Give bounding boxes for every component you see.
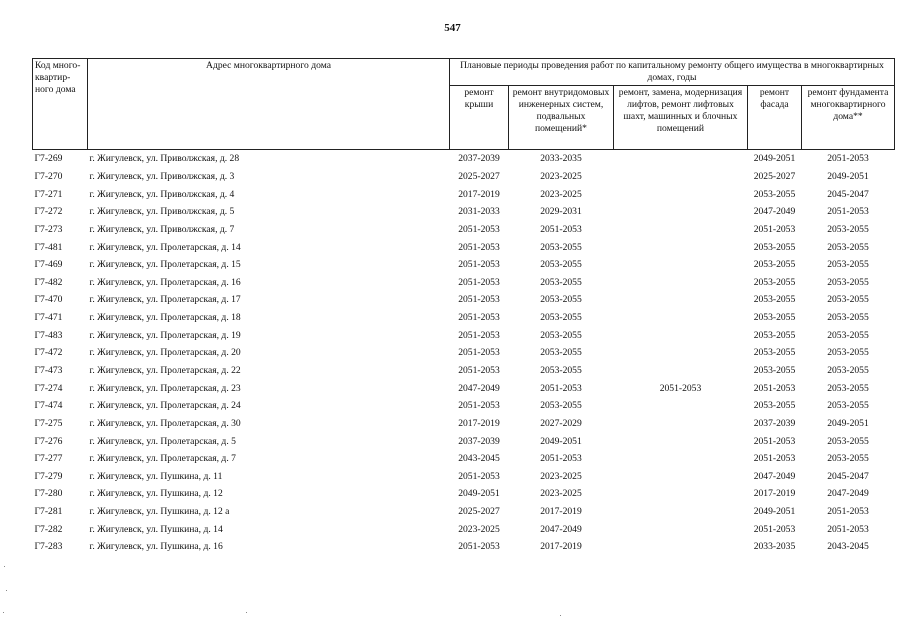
cell-address: г. Жигулевск, ул. Приволжская, д. 7 xyxy=(89,223,235,235)
cell-lifts xyxy=(614,291,748,309)
cell-engineering-systems: 2017-2019 xyxy=(540,541,582,553)
cell-lifts xyxy=(614,362,748,380)
cell-foundation: 2047-2049 xyxy=(827,488,869,500)
cell-engineering-systems: 2047-2049 xyxy=(540,523,582,535)
cell-code: Г7-473 xyxy=(34,365,63,376)
cell-engineering-systems: 2053-2055 xyxy=(540,329,582,341)
cell-address: г. Жигулевск, ул. Пролетарская, д. 15 xyxy=(89,259,241,271)
cell-lifts xyxy=(614,538,748,556)
table-row xyxy=(33,520,895,538)
cell-facade: 2047-2049 xyxy=(753,206,796,218)
scan-speck xyxy=(246,612,247,613)
cell-foundation: 2043-2045 xyxy=(827,541,869,553)
cell-roof: 2051-2053 xyxy=(458,400,500,412)
table-row xyxy=(33,397,895,415)
cell-code: Г7-482 xyxy=(34,276,63,288)
cell-address: г. Жигулевск, ул. Пушкина, д. 12 а xyxy=(89,506,230,518)
cell-roof: 2043-2045 xyxy=(458,453,500,465)
cell-foundation: 2051-2053 xyxy=(827,506,869,518)
cell-foundation: 2051-2053 xyxy=(827,206,869,218)
cell-facade: 2053-2055 xyxy=(753,294,796,306)
cell-code: Г7-274 xyxy=(34,382,63,394)
cell-facade: 2037-2039 xyxy=(753,417,796,429)
cell-lifts xyxy=(614,326,748,344)
cell-code: Г7-281 xyxy=(34,506,63,518)
cell-code: Г7-273 xyxy=(34,223,63,235)
table-header xyxy=(33,59,895,150)
table-row xyxy=(33,326,895,344)
cell-foundation: 2045-2047 xyxy=(827,470,869,482)
cell-roof: 2037-2039 xyxy=(458,435,500,447)
cell-lifts xyxy=(614,450,748,468)
cell-address: г. Жигулевск, ул. Пушкина, д. 16 xyxy=(89,541,223,553)
cell-facade: 2051-2053 xyxy=(753,453,796,465)
cell-facade: 2025-2027 xyxy=(753,170,796,182)
cell-facade: 2051-2053 xyxy=(753,382,796,394)
cell-engineering-systems: 2029-2031 xyxy=(540,206,582,218)
cell-foundation: 2053-2055 xyxy=(827,276,869,288)
cell-code: Г7-481 xyxy=(34,241,63,253)
cell-code: Г7-471 xyxy=(34,312,63,324)
cell-engineering-systems: 2033-2035 xyxy=(540,153,582,165)
cell-address: г. Жигулевск, ул. Пролетарская, д. 24 xyxy=(89,400,241,412)
cell-code: Г7-272 xyxy=(34,206,63,218)
cell-code: Г7-280 xyxy=(34,488,63,500)
cell-engineering-systems: 2051-2053 xyxy=(540,382,582,394)
cell-address: г. Жигулевск, ул. Пролетарская, д. 19 xyxy=(89,329,241,341)
table-row xyxy=(33,150,895,168)
cell-engineering-systems: 2051-2053 xyxy=(540,223,582,235)
table-row xyxy=(33,185,895,203)
table-row xyxy=(33,221,895,239)
cell-engineering-systems: 2053-2055 xyxy=(540,294,582,306)
cell-engineering-systems: 2023-2025 xyxy=(540,188,582,200)
cell-lifts xyxy=(614,168,748,186)
cell-facade: 2053-2055 xyxy=(753,259,796,271)
table-row xyxy=(33,379,895,397)
cell-foundation: 2051-2053 xyxy=(827,153,869,165)
cell-engineering-systems: 2049-2051 xyxy=(540,435,582,447)
cell-lifts xyxy=(614,150,748,168)
cell-code: Г7-282 xyxy=(34,523,63,535)
cell-foundation: 2049-2051 xyxy=(827,417,869,429)
cell-address: г. Жигулевск, ул. Приволжская, д. 3 xyxy=(89,170,235,182)
cell-code: Г7-483 xyxy=(34,329,63,341)
cell-address: г. Жигулевск, ул. Пролетарская, д. 16 xyxy=(89,276,241,288)
cell-roof: 2025-2027 xyxy=(458,170,500,182)
cell-address: г. Жигулевск, ул. Пролетарская, д. 22 xyxy=(89,365,241,376)
cell-foundation: 2053-2055 xyxy=(827,347,869,359)
cell-code: Г7-269 xyxy=(34,153,63,165)
cell-lifts xyxy=(614,256,748,274)
table-row xyxy=(33,432,895,450)
cell-engineering-systems: 2023-2025 xyxy=(540,470,582,482)
cell-foundation: 2053-2055 xyxy=(827,294,869,306)
cell-roof: 2051-2053 xyxy=(458,365,500,376)
cell-foundation: 2053-2055 xyxy=(827,382,869,394)
cell-lifts xyxy=(614,185,748,203)
cell-address: г. Жигулевск, ул. Приволжская, д. 28 xyxy=(89,153,240,165)
cell-roof: 2047-2049 xyxy=(458,382,500,394)
cell-lifts xyxy=(614,432,748,450)
cell-foundation: 2053-2055 xyxy=(827,435,869,447)
cell-roof: 2025-2027 xyxy=(458,506,500,518)
cell-lifts xyxy=(614,468,748,486)
header-address: Адрес многоквартирного дома xyxy=(88,59,450,150)
cell-facade: 2053-2055 xyxy=(753,312,796,324)
cell-roof: 2017-2019 xyxy=(458,417,500,429)
table-row xyxy=(33,238,895,256)
cell-lifts xyxy=(614,485,748,503)
header-code: Код много-квартир-ного дома xyxy=(33,59,88,150)
cell-code: Г7-469 xyxy=(34,259,63,271)
table-row xyxy=(33,362,895,380)
header-facade: ремонт фасада xyxy=(748,86,802,150)
cell-roof: 2051-2053 xyxy=(458,294,500,306)
cell-lifts xyxy=(614,309,748,327)
table-row xyxy=(33,168,895,186)
cell-engineering-systems: 2023-2025 xyxy=(540,488,582,500)
scan-speck xyxy=(560,615,561,616)
header-planned-periods: Плановые периоды проведения работ по капитальному ремонту общего имущества в многоквартирных домах, годы xyxy=(450,59,895,86)
cell-foundation: 2053-2055 xyxy=(827,453,869,465)
cell-facade: 2049-2051 xyxy=(753,153,796,165)
cell-facade: 2033-2035 xyxy=(753,541,796,553)
cell-address: г. Жигулевск, ул. Пушкина, д. 14 xyxy=(89,523,223,535)
cell-engineering-systems: 2053-2055 xyxy=(540,241,582,253)
cell-code: Г7-470 xyxy=(34,294,63,306)
cell-lifts xyxy=(614,221,748,239)
cell-address: г. Жигулевск, ул. Пролетарская, д. 20 xyxy=(89,347,241,359)
cell-foundation: 2045-2047 xyxy=(827,188,869,200)
cell-address: г. Жигулевск, ул. Пролетарская, д. 23 xyxy=(89,382,241,394)
header-roof: ремонт крыши xyxy=(450,86,509,150)
cell-engineering-systems: 2053-2055 xyxy=(540,276,582,288)
cell-facade: 2051-2053 xyxy=(753,223,796,235)
cell-address: г. Жигулевск, ул. Пролетарская, д. 7 xyxy=(89,453,236,465)
cell-code: Г7-275 xyxy=(34,417,63,429)
cell-roof: 2037-2039 xyxy=(458,153,500,165)
scan-speck xyxy=(4,566,5,567)
cell-facade: 2053-2055 xyxy=(753,241,796,253)
table-row xyxy=(33,309,895,327)
cell-code: Г7-277 xyxy=(34,453,63,465)
capital-repair-schedule-table xyxy=(32,58,895,556)
cell-code: Г7-270 xyxy=(34,170,63,182)
cell-code: Г7-474 xyxy=(34,400,63,412)
cell-engineering-systems: 2053-2055 xyxy=(540,365,582,376)
cell-facade: 2051-2053 xyxy=(753,523,796,535)
cell-address: г. Жигулевск, ул. Пролетарская, д. 18 xyxy=(89,312,241,324)
cell-roof: 2051-2053 xyxy=(458,276,500,288)
header-foundation: ремонт фундамента многоквартирного дома** xyxy=(802,86,895,150)
table-row xyxy=(33,203,895,221)
cell-code: Г7-283 xyxy=(34,541,63,553)
cell-facade: 2017-2019 xyxy=(753,488,796,500)
cell-code: Г7-279 xyxy=(34,470,63,482)
cell-lifts xyxy=(614,203,748,221)
cell-foundation: 2053-2055 xyxy=(827,365,869,376)
cell-foundation: 2053-2055 xyxy=(827,329,869,341)
cell-engineering-systems: 2023-2025 xyxy=(540,170,582,182)
table-row xyxy=(33,485,895,503)
cell-roof: 2051-2053 xyxy=(458,329,500,341)
cell-address: г. Жигулевск, ул. Пролетарская, д. 14 xyxy=(89,241,241,253)
cell-lifts xyxy=(614,415,748,433)
cell-lifts xyxy=(614,397,748,415)
cell-address: г. Жигулевск, ул. Пролетарская, д. 5 xyxy=(89,435,236,447)
cell-engineering-systems: 2053-2055 xyxy=(540,259,582,271)
cell-address: г. Жигулевск, ул. Приволжская, д. 5 xyxy=(89,206,235,218)
cell-roof: 2051-2053 xyxy=(458,541,500,553)
cell-engineering-systems: 2053-2055 xyxy=(540,400,582,412)
cell-engineering-systems: 2027-2029 xyxy=(540,417,582,429)
cell-facade: 2053-2055 xyxy=(753,276,796,288)
cell-facade: 2053-2055 xyxy=(753,400,796,412)
cell-roof: 2051-2053 xyxy=(458,223,500,235)
cell-facade: 2053-2055 xyxy=(753,329,796,341)
cell-facade: 2053-2055 xyxy=(753,365,796,376)
cell-roof: 2051-2053 xyxy=(458,259,500,271)
table-row xyxy=(33,468,895,486)
table-row xyxy=(33,415,895,433)
cell-address: г. Жигулевск, ул. Пролетарская, д. 17 xyxy=(89,294,241,306)
scan-speck xyxy=(3,612,4,613)
header-lifts: ремонт, замена, модернизация лифтов, ремонт лифтовых шахт, машинных и блочных помещений xyxy=(614,86,748,150)
cell-foundation: 2053-2055 xyxy=(827,400,869,412)
cell-foundation: 2053-2055 xyxy=(827,241,869,253)
cell-roof: 2023-2025 xyxy=(458,523,500,535)
cell-lifts xyxy=(614,344,748,362)
cell-address: г. Жигулевск, ул. Пролетарская, д. 30 xyxy=(89,417,241,429)
cell-roof: 2031-2033 xyxy=(458,206,500,218)
table-row xyxy=(33,503,895,521)
cell-lifts xyxy=(614,273,748,291)
cell-foundation: 2049-2051 xyxy=(827,170,869,182)
cell-facade: 2049-2051 xyxy=(753,506,796,518)
cell-roof: 2051-2053 xyxy=(458,470,500,482)
scan-speck xyxy=(6,590,7,591)
cell-address: г. Жигулевск, ул. Приволжская, д. 4 xyxy=(89,188,235,200)
table-row xyxy=(33,538,895,556)
cell-roof: 2017-2019 xyxy=(458,188,500,200)
cell-lifts xyxy=(614,238,748,256)
cell-lifts xyxy=(614,503,748,521)
cell-engineering-systems: 2053-2055 xyxy=(540,312,582,324)
cell-engineering-systems: 2053-2055 xyxy=(540,347,582,359)
table-row xyxy=(33,256,895,274)
cell-code: Г7-271 xyxy=(34,188,63,200)
table-row xyxy=(33,291,895,309)
cell-facade: 2047-2049 xyxy=(753,470,796,482)
page-number: 547 xyxy=(444,22,461,34)
cell-code: Г7-472 xyxy=(34,347,63,359)
cell-foundation: 2053-2055 xyxy=(827,312,869,324)
cell-foundation: 2053-2055 xyxy=(827,223,869,235)
table-row xyxy=(33,344,895,362)
cell-engineering-systems: 2017-2019 xyxy=(540,506,582,518)
cell-lifts: 2051-2053 xyxy=(659,382,702,394)
table-row xyxy=(33,450,895,468)
cell-engineering-systems: 2051-2053 xyxy=(540,453,582,465)
header-engineering-systems: ремонт внутридомовых инженерных систем, подвальных помещений* xyxy=(509,86,614,150)
cell-roof: 2049-2051 xyxy=(458,488,500,500)
cell-roof: 2051-2053 xyxy=(458,347,500,359)
cell-roof: 2051-2053 xyxy=(458,241,500,253)
cell-address: г. Жигулевск, ул. Пушкина, д. 12 xyxy=(89,488,223,500)
cell-foundation: 2051-2053 xyxy=(827,523,869,535)
table-row xyxy=(33,273,895,291)
cell-lifts xyxy=(614,520,748,538)
cell-foundation: 2053-2055 xyxy=(827,259,869,271)
cell-facade: 2053-2055 xyxy=(753,347,796,359)
table-body xyxy=(33,150,895,556)
cell-code: Г7-276 xyxy=(34,435,63,447)
cell-address: г. Жигулевск, ул. Пушкина, д. 11 xyxy=(89,470,223,482)
cell-roof: 2051-2053 xyxy=(458,312,500,324)
cell-facade: 2053-2055 xyxy=(753,188,796,200)
cell-facade: 2051-2053 xyxy=(753,435,796,447)
